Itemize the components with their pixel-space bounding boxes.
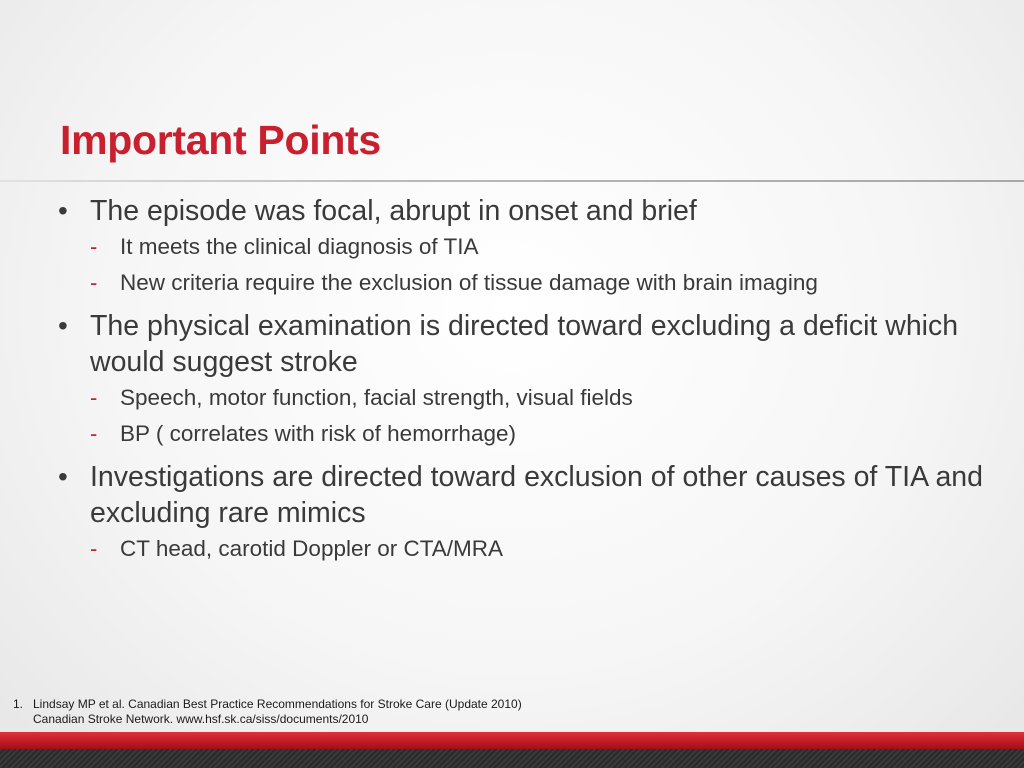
footnote-number: 1. [13,697,24,711]
bullet-item [56,308,986,449]
footer-dark-band [0,749,1024,768]
sub-bullet-text: BP ( correlates with risk of hemorrhage) [120,421,516,446]
bullet-text: The physical examination is directed toward excluding a deficit which would suggest stroke [90,310,959,378]
footnote-citation-line: Lindsay MP et al. Canadian Best Practice Recommendations for Stroke Care (Update 2010) [33,697,522,711]
bullet-list [56,193,986,574]
footnote-source-line: Canadian Stroke Network. www.hsf.sk.ca/siss/documents/2010 [33,712,369,726]
sub-bullet-list [90,232,986,298]
sub-bullet-item [90,232,986,262]
bullet-text: Investigations are directed toward exclusion of other causes of TIA and excluding rare mimics [90,461,983,529]
sub-bullet-marker: - [90,385,98,410]
sub-bullet-item [90,419,986,449]
bullet-text: The episode was focal, abrupt in onset and brief [90,195,697,227]
sub-bullet-text: CT head, carotid Doppler or CTA/MRA [120,536,504,561]
bullet-marker: • [58,310,68,341]
title-divider [0,180,1024,182]
sub-bullet-marker: - [90,270,98,295]
sub-bullet-marker: - [90,536,98,561]
sub-bullet-list [90,534,986,564]
footer-red-band [0,732,1024,749]
sub-bullet-marker: - [90,234,98,259]
sub-bullet-item [90,268,986,298]
sub-bullet-text: It meets the clinical diagnosis of TIA [120,234,479,259]
sub-bullet-marker: - [90,421,98,446]
bullet-marker: • [58,195,68,226]
bullet-marker: • [58,461,68,492]
sub-bullet-item [90,534,986,564]
sub-bullet-list [90,383,986,449]
bullet-item [56,459,986,564]
sub-bullet-item [90,383,986,413]
sub-bullet-text: Speech, motor function, facial strength, visual fields [120,385,633,410]
slide-title: Important Points [60,117,381,163]
sub-bullet-text: New criteria require the exclusion of tissue damage with brain imaging [120,270,818,295]
footnote [13,697,522,727]
bullet-item [56,193,986,298]
